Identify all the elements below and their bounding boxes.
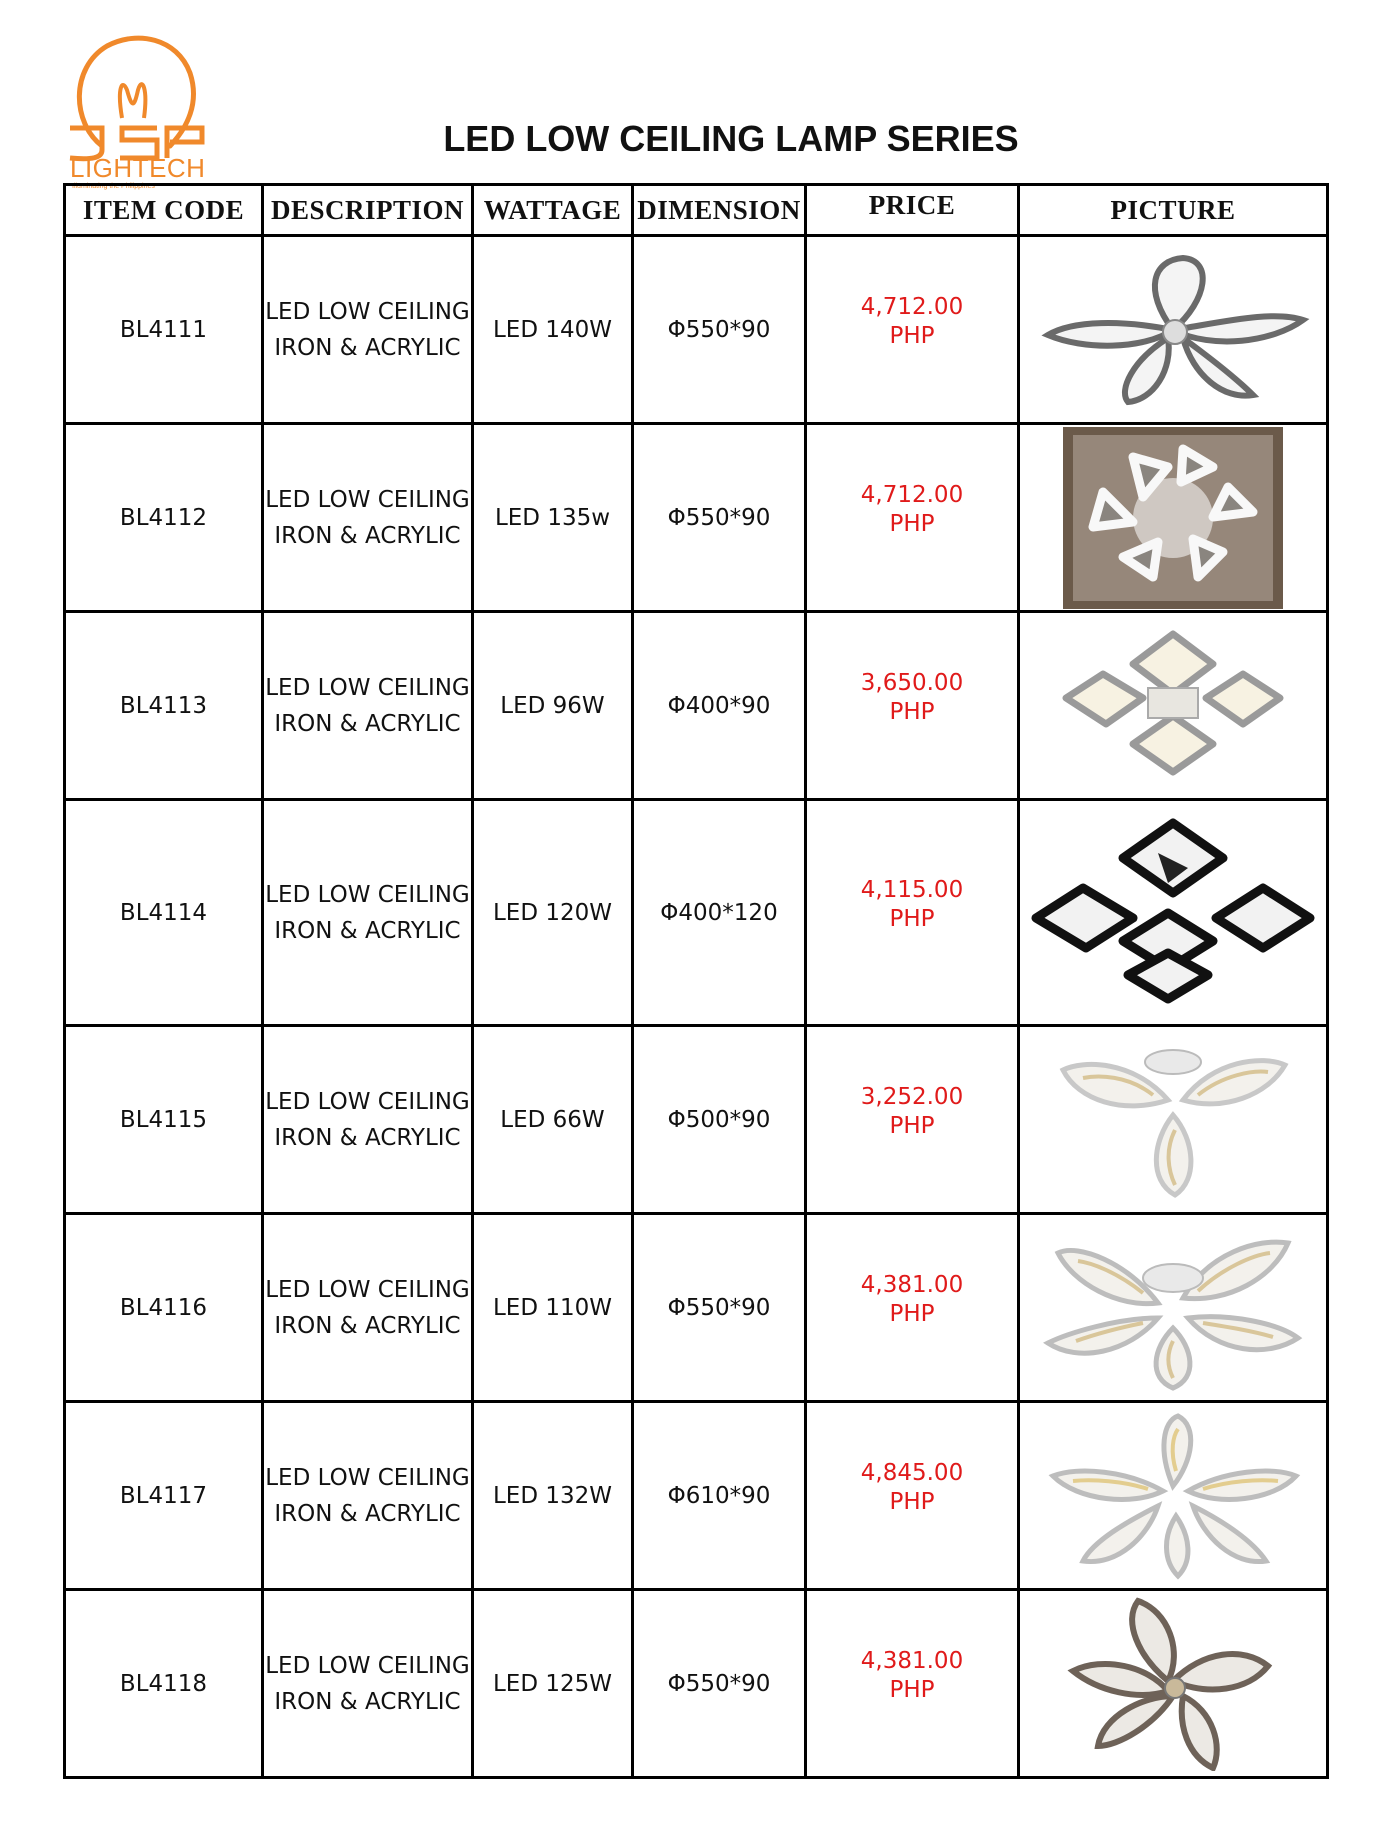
price	[806, 1402, 1019, 1590]
item-code: BL4117	[65, 1402, 263, 1590]
five-square-black-lamp-image	[1028, 813, 1318, 1013]
header-description: DESCRIPTION	[263, 185, 473, 236]
price-currency: PHP	[889, 322, 935, 349]
six-petal-lamp-image	[1038, 1411, 1308, 1581]
price-currency: PHP	[889, 510, 935, 537]
description-line: IRON & ACRYLIC	[274, 1312, 461, 1339]
four-square-lamp-image	[1048, 626, 1298, 786]
price-currency: PHP	[889, 1300, 935, 1327]
item-code: BL4113	[65, 612, 263, 800]
product-picture	[1019, 1590, 1328, 1778]
description-line: IRON & ACRYLIC	[274, 1688, 461, 1715]
table-row	[65, 1590, 1328, 1778]
logo-name: LIGHTECH	[70, 153, 206, 183]
description-line: LED LOW CEILING	[265, 1464, 470, 1491]
six-triangle-lamp-image	[1063, 427, 1283, 609]
item-code: BL4111	[65, 236, 263, 424]
description-line: LED LOW CEILING	[265, 486, 470, 513]
description	[263, 236, 473, 424]
item-code: BL4118	[65, 1590, 263, 1778]
product-picture	[1019, 236, 1328, 424]
table-header-row	[65, 185, 1328, 236]
description-line: LED LOW CEILING	[265, 881, 470, 908]
description-line: IRON & ACRYLIC	[274, 1500, 461, 1527]
wattage: LED 125W	[473, 1590, 633, 1778]
product-picture	[1019, 424, 1328, 612]
description-line: LED LOW CEILING	[265, 674, 470, 701]
price	[806, 1590, 1019, 1778]
product-picture	[1019, 1214, 1328, 1402]
price-amount: 4,381.00	[860, 1271, 964, 1298]
description-line: LED LOW CEILING	[265, 298, 470, 325]
description	[263, 612, 473, 800]
price-amount: 3,252.00	[860, 1083, 964, 1110]
header-price: PRICE	[806, 185, 1019, 236]
price-currency: PHP	[889, 905, 935, 932]
description	[263, 424, 473, 612]
header-wattage: WATTAGE	[473, 185, 633, 236]
description-line: IRON & ACRYLIC	[274, 917, 461, 944]
description-line: IRON & ACRYLIC	[274, 334, 461, 361]
description-line: LED LOW CEILING	[265, 1088, 470, 1115]
price	[806, 1214, 1019, 1402]
description-line: IRON & ACRYLIC	[274, 522, 461, 549]
table-row	[65, 1214, 1328, 1402]
price	[806, 1026, 1019, 1214]
price-amount: 4,115.00	[860, 876, 964, 903]
wattage: LED 110W	[473, 1214, 633, 1402]
price	[806, 800, 1019, 1026]
table-row	[65, 1402, 1328, 1590]
table-row	[65, 800, 1328, 1026]
price-currency: PHP	[889, 1488, 935, 1515]
five-petal-lamp-image	[1038, 1223, 1308, 1393]
three-petal-lamp-image	[1053, 1040, 1293, 1200]
price-currency: PHP	[889, 698, 935, 725]
price-amount: 3,650.00	[860, 669, 964, 696]
price-amount: 4,712.00	[860, 481, 964, 508]
product-picture	[1019, 1402, 1328, 1590]
page-title: LED LOW CEILING LAMP SERIES	[443, 118, 1019, 159]
description	[263, 1214, 473, 1402]
price	[806, 236, 1019, 424]
description	[263, 1402, 473, 1590]
wattage: LED 132W	[473, 1402, 633, 1590]
price-table	[63, 183, 1329, 1779]
dimension: Φ550*90	[633, 424, 806, 612]
dimension: Φ610*90	[633, 1402, 806, 1590]
item-code: BL4115	[65, 1026, 263, 1214]
table-row	[65, 236, 1328, 424]
dimension: Φ400*120	[633, 800, 806, 1026]
description-line: IRON & ACRYLIC	[274, 710, 461, 737]
product-picture	[1019, 800, 1328, 1026]
item-code: BL4112	[65, 424, 263, 612]
description	[263, 1026, 473, 1214]
product-picture	[1019, 1026, 1328, 1214]
description-line: IRON & ACRYLIC	[274, 1124, 461, 1151]
spiral-petal-lamp-image	[1043, 1596, 1303, 1771]
description	[263, 800, 473, 1026]
price	[806, 612, 1019, 800]
dimension: Φ550*90	[633, 236, 806, 424]
dimension: Φ500*90	[633, 1026, 806, 1214]
product-picture	[1019, 612, 1328, 800]
wattage: LED 140W	[473, 236, 633, 424]
price-amount: 4,845.00	[860, 1459, 964, 1486]
wattage: LED 96W	[473, 612, 633, 800]
price-currency: PHP	[889, 1112, 935, 1139]
wattage: LED 120W	[473, 800, 633, 1026]
description-line: LED LOW CEILING	[265, 1276, 470, 1303]
item-code: BL4114	[65, 800, 263, 1026]
table-row	[65, 612, 1328, 800]
price	[806, 424, 1019, 612]
table-row	[65, 1026, 1328, 1214]
header-dimension: DIMENSION	[633, 185, 806, 236]
price-amount: 4,381.00	[860, 1647, 964, 1674]
dimension: Φ400*90	[633, 612, 806, 800]
header-picture: PICTURE	[1019, 185, 1328, 236]
wattage: LED 135w	[473, 424, 633, 612]
dimension: Φ550*90	[633, 1214, 806, 1402]
item-code: BL4116	[65, 1214, 263, 1402]
description	[263, 1590, 473, 1778]
wattage: LED 66W	[473, 1026, 633, 1214]
description-line: LED LOW CEILING	[265, 1652, 470, 1679]
logo-tagline: Illuminating the Philippines	[72, 183, 155, 190]
dimension: Φ550*90	[633, 1590, 806, 1778]
header-item-code: ITEM CODE	[65, 185, 263, 236]
price-currency: PHP	[889, 1676, 935, 1703]
table-row	[65, 424, 1328, 612]
five-leaf-lamp-image	[1033, 250, 1313, 410]
price-amount: 4,712.00	[860, 293, 964, 320]
